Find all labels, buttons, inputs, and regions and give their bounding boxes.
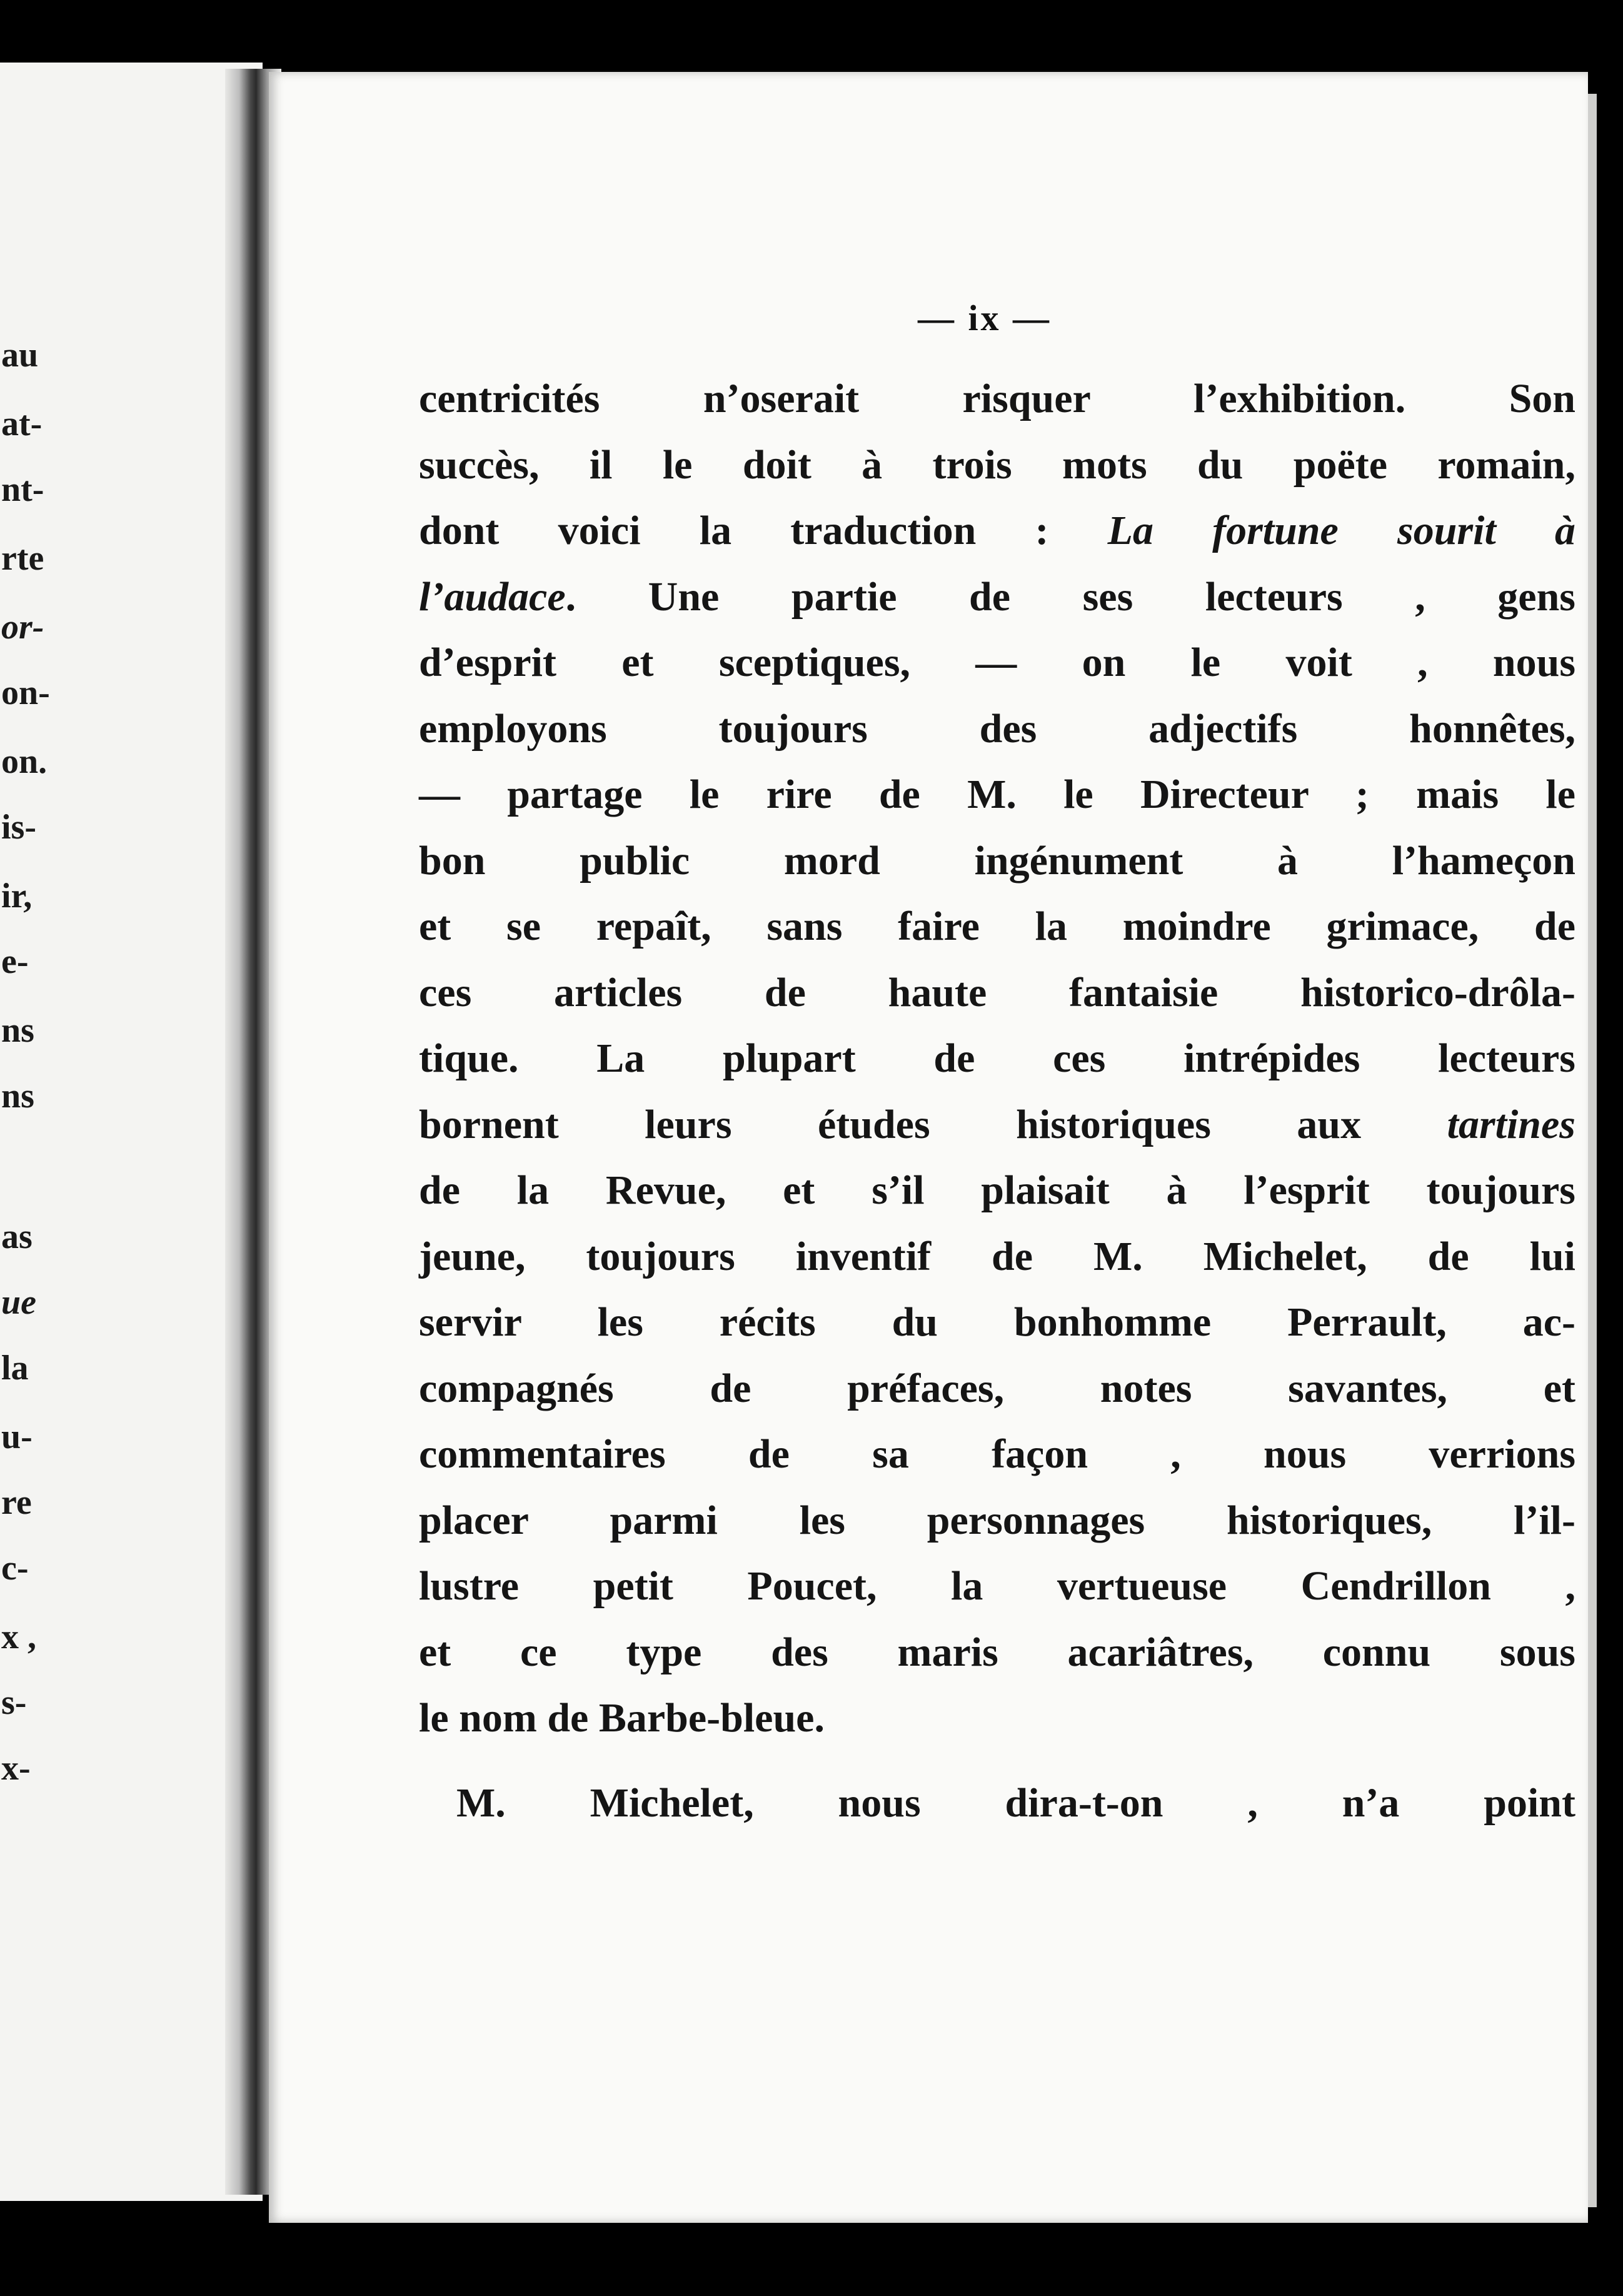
text-line: commentaires de sa façon , nous verrions bbox=[419, 1431, 1575, 1477]
text-line: et se repaît, sans faire la moindre grimace, de bbox=[419, 904, 1575, 949]
previous-page-fragment: x , bbox=[1, 1618, 36, 1656]
text-line: le nom de Barbe-bleue. bbox=[419, 1695, 825, 1741]
previous-page-fragment: ir, bbox=[1, 877, 33, 915]
previous-page-fragment: or- bbox=[1, 608, 44, 647]
text-line: centricités n’oserait risquer l’exhibition. Son bbox=[419, 376, 1575, 421]
text-line: M. Michelet, nous dira-t-on , n’a point bbox=[456, 1780, 1575, 1826]
italic-text: tartines bbox=[1447, 1101, 1575, 1147]
text-line: bon public mord ingénument à l’hameçon bbox=[419, 837, 1575, 884]
text-line: servir les récits du bonhomme Perrault, ac- bbox=[419, 1299, 1575, 1345]
previous-page bbox=[0, 63, 263, 2201]
previous-page-fragment: as bbox=[1, 1217, 33, 1256]
previous-page-fragment: ue bbox=[1, 1283, 36, 1322]
previous-page-fragment: ns bbox=[1, 1011, 34, 1050]
page-number: — ix — bbox=[917, 298, 1052, 338]
previous-page-fragment: au bbox=[1, 336, 39, 375]
previous-page-fragment: at- bbox=[1, 405, 43, 443]
text-line: jeune, toujours inventif de M. Michelet, de lui bbox=[419, 1233, 1575, 1279]
page-edge bbox=[1588, 94, 1597, 2207]
current-page bbox=[269, 72, 1588, 2223]
text-line: lustre petit Poucet, la vertueuse Cendrillon , bbox=[419, 1563, 1575, 1609]
previous-page-fragment: c- bbox=[1, 1549, 29, 1588]
text-line: ces articles de haute fantaisie historico-drôla- bbox=[419, 969, 1575, 1015]
previous-page-fragment: is- bbox=[1, 808, 36, 847]
text-line: succès, il le doit à trois mots du poëte romain, bbox=[419, 441, 1575, 488]
previous-page-fragment: e- bbox=[1, 942, 29, 981]
previous-page-fragment: rte bbox=[1, 539, 44, 578]
body-text bbox=[419, 366, 1575, 1836]
text-line: et ce type des maris acariâtres, connu sous bbox=[419, 1629, 1575, 1675]
text-line: de la Revue, et s’il plaisait à l’esprit toujours bbox=[419, 1167, 1575, 1213]
italic-text: l’audace bbox=[419, 573, 566, 620]
previous-page-fragment: s- bbox=[1, 1683, 27, 1722]
previous-page-fragment: x- bbox=[1, 1749, 31, 1788]
text-line: bornent leurs études historiques aux tartines bbox=[419, 1101, 1575, 1147]
text-line: placer parmi les personnages historiques, l’il- bbox=[419, 1497, 1575, 1543]
text-line: — partage le rire de M. le Directeur ; mais le bbox=[419, 772, 1575, 817]
previous-page-fragment: u- bbox=[1, 1417, 33, 1456]
text-line: d’esprit et sceptiques, — on le voit , nous bbox=[419, 640, 1575, 685]
previous-page-fragment: nt- bbox=[1, 470, 44, 509]
previous-page-fragment: ns bbox=[1, 1077, 34, 1115]
italic-text: La fortune sourit à bbox=[1107, 508, 1575, 553]
text-line: dont voici la traduction : La fortune sourit à bbox=[419, 508, 1575, 553]
previous-page-fragment: re bbox=[1, 1483, 32, 1522]
text-line: employons toujours des adjectifs honnêtes, bbox=[419, 705, 1575, 752]
previous-page-fragment: on- bbox=[1, 673, 50, 712]
text-line: compagnés de préfaces, notes savantes, et bbox=[419, 1365, 1575, 1411]
text-line: tique. La plupart de ces intrépides lecteurs bbox=[419, 1035, 1575, 1081]
previous-page-fragment: la bbox=[1, 1349, 29, 1387]
text-line: l’audace. Une partie de ses lecteurs , gens bbox=[419, 573, 1575, 620]
previous-page-fragment: on. bbox=[1, 742, 48, 781]
